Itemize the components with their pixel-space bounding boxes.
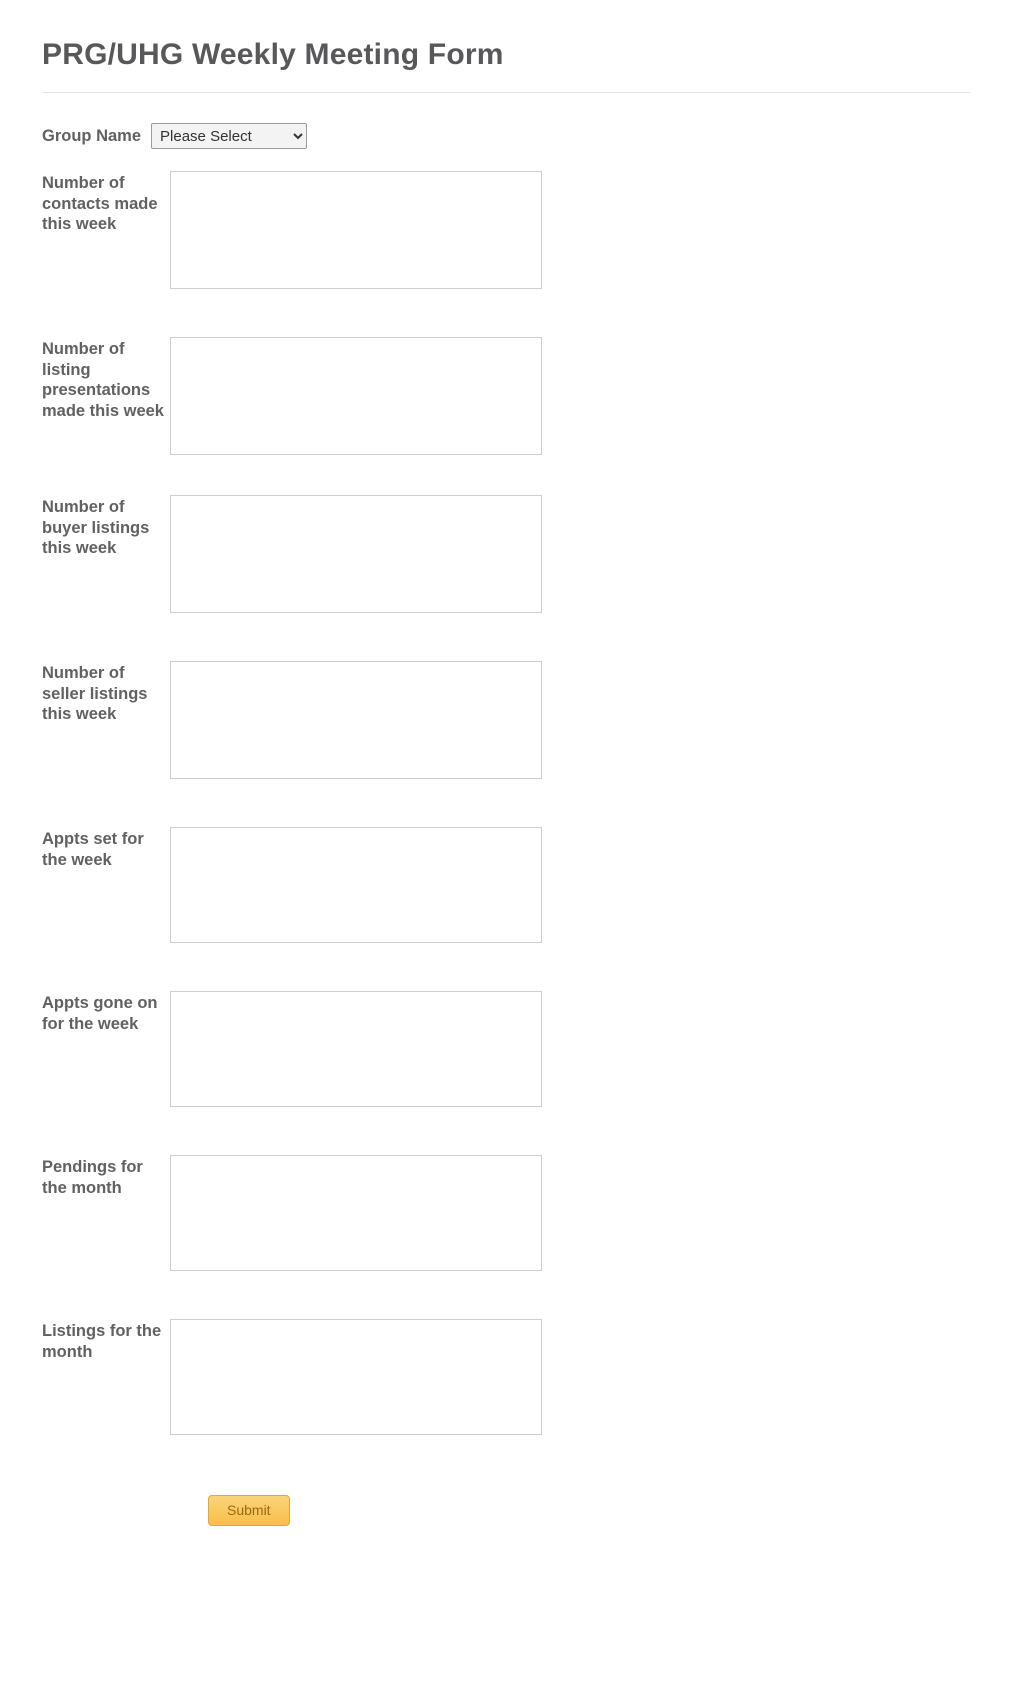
- field-input-listing-presentations[interactable]: [170, 337, 542, 455]
- field-label: Number of buyer listings this week: [42, 498, 150, 557]
- field-label: Pendings for the month: [42, 1158, 143, 1197]
- field-input-appts-gone-on[interactable]: [170, 991, 542, 1107]
- page-title: PRG/UHG Weekly Meeting Form: [42, 38, 504, 71]
- spacer: [0, 613, 1011, 661]
- field-label: Number of contacts made this week: [42, 174, 158, 233]
- field-input-pendings-month[interactable]: [170, 1155, 542, 1271]
- field-row-seller-listings: [42, 661, 1011, 779]
- field-label: Appts set for the week: [42, 830, 144, 869]
- field-row-appts-gone-on: [42, 991, 1011, 1107]
- field-row-listing-presentations: [42, 337, 1011, 455]
- form-body: [0, 93, 1011, 1586]
- field-row-contacts-made: [42, 171, 1011, 289]
- spacer: [0, 289, 1011, 337]
- spacer: [0, 943, 1011, 991]
- field-input-contacts-made[interactable]: [170, 171, 542, 289]
- spacer: [0, 779, 1011, 827]
- field-input-listings-month[interactable]: [170, 1319, 542, 1435]
- field-input-buyer-listings[interactable]: [170, 495, 542, 613]
- field-row-pendings-month: [42, 1155, 1011, 1271]
- spacer: [0, 1271, 1011, 1319]
- field-row-listings-month: [42, 1319, 1011, 1435]
- field-label: Appts gone on for the week: [42, 994, 158, 1033]
- field-label: Listings for the month: [42, 1322, 162, 1361]
- spacer: [0, 455, 1011, 495]
- submit-button[interactable]: Submit: [208, 1495, 290, 1526]
- field-row-appts-set: [42, 827, 1011, 943]
- group-name-select[interactable]: [151, 123, 307, 149]
- field-input-seller-listings[interactable]: [170, 661, 542, 779]
- field-label: Number of seller listings this week: [42, 664, 148, 723]
- spacer: [0, 1107, 1011, 1155]
- submit-spacer: [42, 1495, 208, 1526]
- group-name-label: Group Name: [42, 126, 142, 145]
- group-name-row: [42, 123, 1011, 171]
- field-input-appts-set[interactable]: [170, 827, 542, 943]
- submit-row: [42, 1435, 1011, 1586]
- field-label: Number of listing presentations made this week: [42, 340, 164, 420]
- field-row-buyer-listings: [42, 495, 1011, 613]
